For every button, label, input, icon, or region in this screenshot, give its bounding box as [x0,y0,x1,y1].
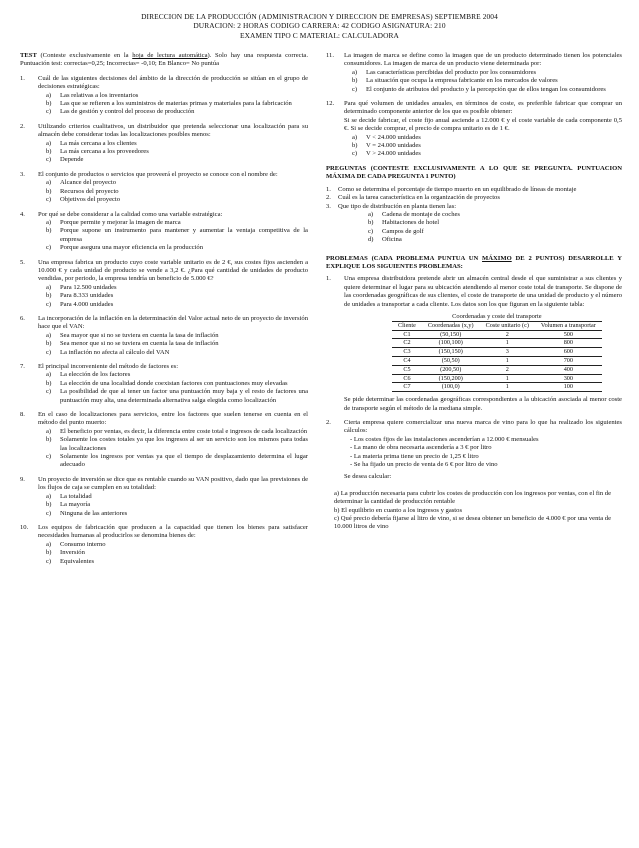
table-header-row [392,321,602,330]
option-letter: d) [368,236,374,244]
option-text: Habitaciones de hotel [382,219,440,227]
problem-2-bullet: - La materia prima tiene un precio de 1,25 € litro [350,452,479,460]
answer-option [46,501,308,509]
problemas-heading-underlined: MÁXIMO [482,254,512,262]
table-cell: (100,100) [422,339,480,348]
question-number: 8. [20,411,25,419]
header-line-1: DIRECCION DE LA PRODUCCIÓN (ADMINISTRACION Y DIRECCION DE EMPRESAS) SEPTIEMBRE 2004 [141,12,498,21]
option-letter: c) [46,348,52,356]
question-item [20,315,308,357]
answer-option [46,219,308,227]
table-cell: (200,50) [422,365,480,374]
option-text: Alcance del proyecto [60,179,117,187]
question-item [20,171,308,205]
question-item [20,363,308,405]
answer-option [46,156,308,164]
option-text: Las características percibidas del producto por los consumidores [366,68,537,76]
question-body [38,259,308,309]
problem-1-text: Una empresa distribuidora pretende abrir un almacén central desde el que suministrar a sus clientes y quiere determinar el lugar para su ubicación atendiendo al menor coste total de transporte. Se dispone de las coordenadas geográficas de sus clientes, el coste de transporte de una unidad de producto y el número de unidades a transportar a cada cliente. Los datos son los que figuran en la siguiente tabla: [344,275,622,308]
pregunta-item [326,194,622,202]
option-text: Porque permite y mejorar la imagen de marca [60,218,181,226]
answer-option [46,100,308,108]
answer-option [46,349,308,357]
option-text: Para 4.000 unidades [60,300,114,308]
right-column [326,52,622,532]
option-letter: a) [46,427,52,435]
pregunta-sub-option [368,236,622,244]
option-text: Las de gestión y control del proceso de producción [60,108,195,116]
problem-2-bullet: - La mano de obra necesaria ascendería a 3 € por litro [350,444,492,452]
pregunta-text: Como se determina el porcentaje de tiempo muerto en un equilibrado de líneas de montaje [338,185,577,193]
option-text: La elección de una localidad donde coexistan factores con puntuaciones muy elevadas [60,379,288,387]
answer-option [46,493,308,501]
question-item [20,75,308,117]
table-cell: 1 [480,374,535,383]
header-line-2: DURACION: 2 HORAS CODIGO CARRERA: 42 CODIGO ASIGNATURA: 210 [193,21,446,31]
table-cell: 2 [480,330,535,339]
answer-option [352,150,622,158]
option-text: Porque asegura una mayor eficiencia en la producción [60,244,203,252]
question-item [326,100,622,159]
option-text: Consumo interno [60,540,106,548]
question-body [38,476,308,518]
option-text: Objetivos del proyecto [60,196,121,204]
table-row [392,348,602,357]
table-row [392,339,602,348]
table-cell: C3 [392,348,422,357]
answer-option [46,301,308,309]
problem-number: 1. [326,275,331,283]
option-letter: c) [46,509,52,517]
table-cell: (50,50) [422,356,480,365]
question-body [38,75,308,117]
table-cell: (50,150) [422,330,480,339]
table-cell: 300 [535,374,602,383]
option-text: V < 24.000 unidades [366,133,421,141]
problem-2-answer: c) Qué precio debería fijarse al litro de vino, si se desea obtener un beneficio de 4.000 € por una venta de 10.000 litros de vino [334,515,612,531]
question-text: Para qué volumen de unidades anuales, en términos de coste, es preferible fabricar que comprar un determinado componente anterior de los que es posible obtener: [344,100,622,116]
option-text: V = 24.000 unidades [366,142,421,150]
question-extra: Si se decide fabricar, el coste fijo anual asciende a 12.000 € y el coste variable de cada componente 0,5 €. Si se decide comprar, el precio de compra unitario es de 1 €. [344,116,622,133]
question-text: Un proyecto de inversión se dice que es rentable cuando su VAN positivo, dado que las previsiones de los flujos de caja se cumplen en su totalidad: [38,475,308,492]
option-letter: b) [368,219,374,227]
option-text: Campos de golf [382,227,424,235]
answer-option [46,292,308,300]
option-text: La totalidad [60,492,92,500]
question-item [20,476,308,518]
question-number: 9. [20,475,25,483]
test-label: TEST [20,52,37,59]
table-caption: Coordenadas y coste del transporte [452,312,542,320]
option-letter: c) [46,244,52,252]
option-text: La más cercana a los proveedores [60,148,149,156]
option-text: Ninguna de las anteriores [60,509,128,517]
test-instr-a: (Conteste exclusivamente en la [36,52,133,59]
question-number: 6. [20,314,25,322]
option-letter: b) [46,148,52,156]
option-text: El conjunto de atributos del producto y la percepción que de ellos tengan los consumidores [366,85,606,93]
option-letter: a) [46,91,52,99]
question-text: La imagen de marca se define como la imagen que de un producto determinado tienen los potenciales consumidores. La imagen de marca de un producto viene determinada por: [344,52,622,68]
question-item [20,123,308,165]
answer-option [46,340,308,348]
header-line-3: EXAMEN TIPO C MATERIAL: CALCULADORA [240,30,399,40]
option-letter: b) [46,100,52,108]
question-body [344,100,622,159]
test-instr-underlined: hoja de lectura automática [132,52,208,59]
answer-option [46,284,308,292]
problem-2 [326,419,622,484]
table-cell: C1 [392,330,422,339]
option-letter: b) [352,142,358,150]
problem-2-text: Cierta empresa quiere comercializar una nueva marca de vino para lo que ha realizado los siguientes cálculos: [344,418,622,435]
option-letter: b) [352,77,358,85]
answer-option [352,142,622,150]
question-text: En el caso de localizaciones para servicios, entre los factores que suelen tenerse en cuenta en el método del punto muerto: [38,411,308,427]
question-body [38,524,308,566]
table-cell: C5 [392,365,422,374]
preguntas-list [326,186,622,211]
table-cell: 400 [535,365,602,374]
pregunta-item [326,186,622,194]
option-letter: c) [352,85,358,93]
table-cell: 1 [480,356,535,365]
problemas-heading-b: DE 2 PUNTOS) DESARROLLE Y EXPLIQUE LOS SIGUIENTES PROBLEMAS: [326,254,622,270]
option-letter: a) [352,133,358,141]
option-letter: a) [46,371,52,379]
option-text: Cadena de montaje de coches [382,210,460,218]
answer-option [46,436,308,453]
question-number: 11. [326,52,334,59]
option-letter: c) [46,557,52,565]
option-letter: b) [46,187,52,195]
answer-option [46,196,308,204]
table-row [392,330,602,339]
option-text: La inflación no afecta al cálculo del VAN [60,348,170,356]
table-cell: 800 [535,339,602,348]
problem-1-question: Se pide determinar las coordenadas geográficas correspondientes a la ubicación asociada al menor coste de transporte según el método de la mediana simple. [344,396,622,412]
option-text: Para 8.333 unidades [60,292,114,300]
question-body [38,123,308,165]
question-number: 4. [20,210,25,218]
table-column-header: Coordenadas (x,y) [422,321,480,330]
table-cell: 600 [535,348,602,357]
option-text: Oficina [382,236,402,244]
table-cell: C6 [392,374,422,383]
question-number: 12. [326,100,335,108]
option-text: Inversión [60,549,85,557]
pregunta-number: 2. [326,194,331,202]
left-question-list [20,75,308,566]
table-cell: 100 [535,383,602,392]
question-body [344,52,622,94]
problemas-heading [326,255,622,272]
problemas-heading-a: PROBLEMAS (CADA PROBLEMA PUNTUA UN [326,254,483,262]
table-cell: C7 [392,383,422,392]
table-cell: (150,200) [422,374,480,383]
problem-1 [326,275,622,413]
pregunta-item [326,203,622,211]
option-letter: b) [46,379,52,387]
left-column [20,52,308,572]
answer-option [46,92,308,100]
option-text: Sea menor que si no se tuviera en cuenta la tasa de inflación [60,340,219,348]
option-text: Depende [60,156,84,164]
problem-2-bullet: - Se ha fijado un precio de venta de 6 € por litro de vino [350,460,498,468]
table-cell: (100,0) [422,383,480,392]
option-letter: a) [46,283,52,291]
option-text: La mayoría [60,501,91,509]
pregunta-sub-option [368,228,622,236]
answer-option [46,510,308,518]
option-text: El beneficio por ventas, es decir, la diferencia entre coste total e ingresos de cada localización [60,427,308,435]
answer-option [46,227,308,244]
table-row [392,383,602,392]
question-number: 2. [20,122,25,130]
problem-2-ask: Se desea calcular: [344,473,392,481]
option-text: La más cercana a los clientes [60,139,137,147]
transport-table [392,313,602,392]
question-body [38,315,308,357]
answer-option [352,86,622,94]
question-number: 1. [20,74,25,82]
option-letter: c) [46,108,52,116]
question-text: Cuál de las siguientes decisiones del ámbito de la dirección de producción se sitúan en el grupo de decisiones estratégicas: [38,74,308,91]
option-text: V > 24.000 unidades [366,150,421,158]
option-text: Para 12.500 unidades [60,283,117,291]
option-letter: c) [46,196,52,204]
table-cell: C2 [392,339,422,348]
answer-option [352,77,622,85]
pregunta-text: Que tipo de distribución en planta tienen las: [338,202,457,210]
answer-option [46,332,308,340]
problem-2-answers [334,490,622,532]
question-body [38,171,308,205]
option-text: Las relativas a los inventarios [60,91,139,99]
right-question-list [326,52,622,159]
table-cell: (150,150) [422,348,480,357]
option-text: Solamente los ingresos por ventas ya que el tiempo de desplazamiento determina el lugar adecuado [60,453,308,469]
question-body [38,411,308,470]
option-letter: b) [46,227,52,235]
test-instructions [20,52,308,69]
problem-2-answer: b) El equilibrio en cuanto a los ingresos y gastos [334,506,463,514]
option-text: Recursos del proyecto [60,187,119,195]
option-letter: c) [368,227,374,235]
table-column-header: Coste unitario (c) [480,321,535,330]
problem-2-answer: a) La producción necesaria para cubrir los costes de producción con los ingresos por ventas, con el fin de determinar la cantidad de producción rentable [334,489,612,506]
table-row [392,365,602,374]
option-letter: a) [46,218,52,226]
test-instr-b: ). Solo hay una respuesta correcta. Puntuación test: correctas=0,25; Incorrectas= -0,10; En Blanco= No puntúa [20,52,308,68]
option-letter: a) [46,139,52,147]
answer-option [46,541,308,549]
answer-option [352,134,622,142]
pregunta-number: 1. [326,185,331,193]
answer-option [46,453,308,470]
answer-option [46,179,308,187]
exam-header [0,12,639,40]
question-item [20,211,308,253]
answer-option [352,69,622,77]
table-row [392,356,602,365]
problem-2-bullet: - Los costes fijos de las instalaciones ascenderían a 12.000 € mensuales [350,435,539,443]
option-letter: c) [46,156,52,164]
question-item [326,52,622,94]
question-text: El principal inconveniente del método de factores es: [38,363,179,370]
problem-number: 2. [326,418,331,426]
answer-option [46,140,308,148]
preguntas-sub-options [360,211,622,245]
table-cell: 2 [480,365,535,374]
answer-option [46,428,308,436]
answer-option [46,371,308,379]
answer-option [46,108,308,116]
pregunta-sub-option [368,219,622,227]
answer-option [46,380,308,388]
table-cell: 1 [480,383,535,392]
problem-2-bullets [350,436,622,470]
pregunta-number: 3. [326,202,331,210]
table-body [392,330,602,392]
option-text: Solamente los costes totales ya que los ingresos al ser un servicio son los mismos para todas las localizaciones [60,436,308,452]
table-column-header: Volumen a transportar [535,321,602,330]
option-letter: c) [46,388,52,396]
option-letter: a) [46,179,52,187]
answer-option [46,549,308,557]
pregunta-text: Cuál es la tarea característica en la organización de proyectos [338,194,500,202]
option-letter: a) [46,540,52,548]
question-item [20,524,308,566]
option-text: Las que se refieren a los suministros de materias primas y materiales para la fabricación [60,100,292,108]
question-item [20,411,308,470]
table-column-header: Cliente [392,321,422,330]
option-letter: b) [46,340,52,348]
table-cell: C4 [392,356,422,365]
option-letter: b) [46,501,52,509]
question-text: Utilizando criterios cualitativos, un distribuidor que pretenda seleccionar una localización para su almacén debe considerar todas las localizaciones posibles menos: [38,122,308,139]
table-cell: 1 [480,339,535,348]
option-text: La situación que ocupa la empresa fabricante en los mercados de valores [366,77,558,85]
option-letter: a) [46,331,52,339]
option-text: Sea mayor que si no se tuviera en cuenta la tasa de inflación [60,331,219,339]
table-cell: 700 [535,356,602,365]
answer-option [46,148,308,156]
question-item [20,259,308,309]
question-body [38,363,308,405]
table-row [392,374,602,383]
question-text: El conjunto de productos o servicios que proveerá el proyecto se conoce con el nombre de: [38,170,278,178]
answer-option [46,558,308,566]
question-body [38,211,308,253]
question-text: Los equipos de fabricación que producen a la capacidad que tienen los bienes para satisfacer necesidades humanas al producirlos se denomina bienes de: [38,523,308,540]
answer-option [46,244,308,252]
answer-option [46,188,308,196]
table-cell: 500 [535,330,602,339]
option-text: La posibilidad de que al tener un factor una puntuación muy baja y el resto de factores una puntuación muy alta, una determinada alternativa salga elegida como localización [60,388,308,404]
question-number: 5. [20,258,25,266]
option-letter: a) [46,492,52,500]
pregunta-sub-option [368,211,622,219]
question-number: 7. [20,363,25,370]
answer-option [46,388,308,405]
option-letter: c) [352,150,358,158]
option-letter: b) [46,436,52,444]
option-letter: c) [46,453,52,461]
question-number: 3. [20,170,25,178]
preguntas-heading: PREGUNTAS (CONTESTE EXCLUSIVAMENTE A LO QUE SE PREGUNTA. PUNTUACION MÁXIMA DE CADA PREGUNTA 1 PUNTO) [326,164,622,181]
option-text: Equivalentes [60,557,95,565]
question-text: La incorporación de la inflación en la determinación del Valor actual neto de un proyecto de inversión hace que el VAN: [38,314,308,331]
option-letter: a) [368,210,374,218]
option-text: Porque supone un instrumento para mantener y aumentar la ventaja competitiva de la empresa [60,227,308,243]
option-text: La elección de los factores [60,371,131,379]
option-letter: b) [46,292,52,300]
question-text: Por qué se debe considerar a la calidad como una variable estratégica: [38,210,223,218]
option-letter: b) [46,549,52,557]
question-text: Una empresa fabrica un producto cuyo coste variable unitario es de 2 €, sus costes fijos ascienden a 10.000 € y cada unidad de producto se vende a 3,2 €. ¿Para qué cantidad de unidades de producto vendidas, por periodo, la empresa tendría un beneficio de 5.000 €? [38,258,308,283]
table-cell: 3 [480,348,535,357]
option-letter: c) [46,300,52,308]
question-number: 10. [20,523,29,531]
option-letter: a) [352,68,358,76]
